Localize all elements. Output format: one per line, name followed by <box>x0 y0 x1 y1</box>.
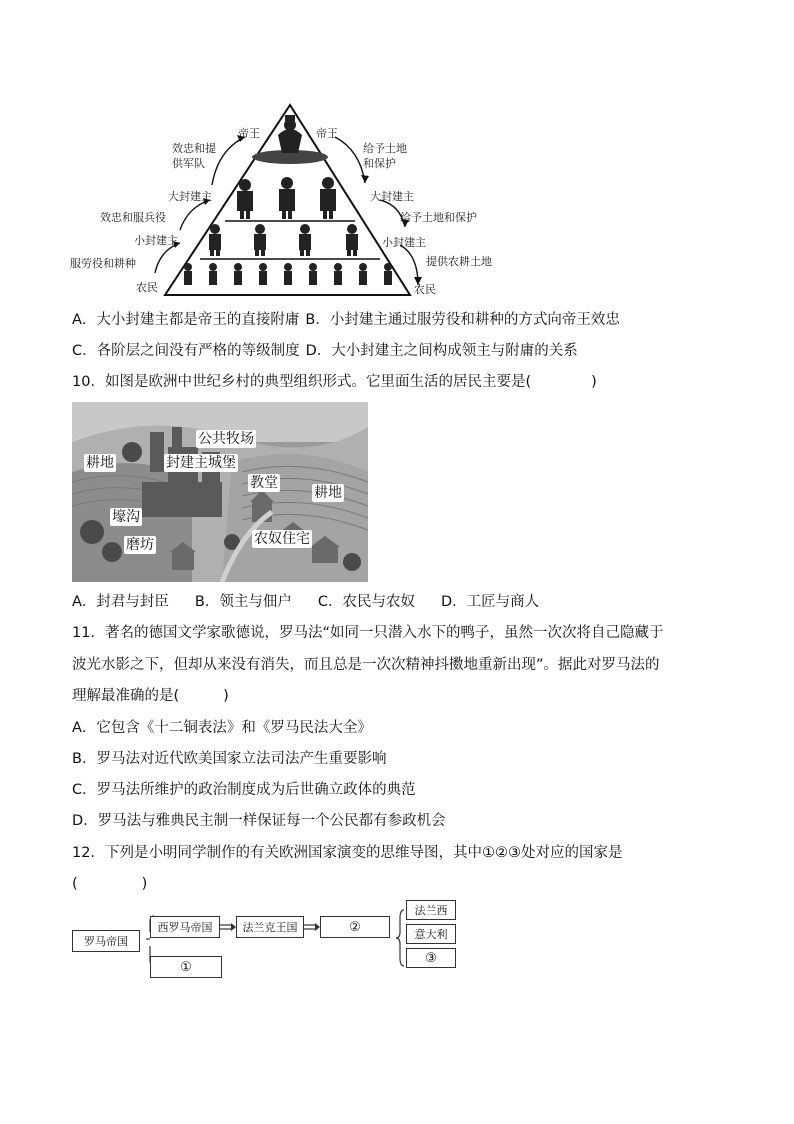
village-label-castle: 封建主城堡 <box>166 455 236 471</box>
mind-map-node-western-roman-empire <box>150 916 220 938</box>
q10-stem-close: ) <box>591 374 597 390</box>
village-label-serf-houses: 农奴住宅 <box>254 531 310 547</box>
mind-map-node-blank-2[interactable] <box>320 916 390 938</box>
mind-map-node-blank-3[interactable] <box>406 948 456 968</box>
q11-stem-line-2: 波光水影之下，但却从来没有消失，而且总是一次次精神抖擞地重新出现”。据此对罗马法的 <box>72 657 660 673</box>
pyramid-label-give-land-1: 给予土地 <box>363 142 407 155</box>
q11-stem-close: ) <box>223 688 229 704</box>
q10-options-row <box>72 592 539 612</box>
pyramid-label-give-land-2: 和保护 <box>363 157 396 170</box>
pyramid-label-peasant-left: 农民 <box>136 281 158 294</box>
mind-map-node-frankish-kingdom <box>236 916 304 938</box>
q10-option-d[interactable]: D．工匠与商人 <box>441 594 540 610</box>
q11-option-a[interactable]: A．它包含《十二铜表法》和《罗马民法大全》 <box>72 720 372 736</box>
q9-option-c[interactable]: C．各阶层之间没有严格的等级制度 <box>72 343 300 359</box>
q11-stem-line-3 <box>72 686 229 706</box>
village-label-mill: 磨坊 <box>126 537 154 553</box>
pyramid-label-loyalty-military-1: 效忠和提 <box>172 142 216 155</box>
q11-stem-line-1: 11．著名的德国文学家歌德说，罗马法“如同一只潜入水下的鸭子，虽然一次次将自己隐藏于 <box>72 625 664 641</box>
q10-stem-text: 10．如图是欧洲中世纪乡村的典型组织形式。它里面生活的居民主要是( <box>72 374 532 390</box>
mind-map-node-italy <box>406 924 456 944</box>
feudal-pyramid-figure <box>60 95 530 305</box>
q10-option-c[interactable]: C．农民与农奴 <box>317 594 415 610</box>
mind-map <box>72 898 472 982</box>
mind-map-node-blank-3-label: ③ <box>425 950 437 966</box>
mind-map-node-blank-1-label: ① <box>180 959 192 975</box>
village-label-church: 教堂 <box>250 475 278 491</box>
q9-options-row-1 <box>72 310 620 330</box>
q12-stem-close: ) <box>141 876 148 892</box>
mind-map-node-western-roman-empire-label: 西罗马帝国 <box>157 921 213 934</box>
q12-stem-line-1: 12．下列是小明同学制作的有关欧洲国家演变的思维导图，其中①②③处对应的国家是 <box>72 845 623 861</box>
q12-stem-open: ( <box>72 876 78 892</box>
pyramid-label-emperor-right: 帝王 <box>316 127 338 140</box>
pyramid-drawing <box>60 95 530 305</box>
q9-options-row-2 <box>72 341 578 361</box>
mind-map-node-france-label: 法兰西 <box>414 904 448 917</box>
pyramid-label-labor-farming: 服劳役和耕种 <box>70 257 136 270</box>
pyramid-label-peasant-right: 农民 <box>414 283 436 296</box>
village-label-farmland-right: 耕地 <box>314 485 342 501</box>
q10-option-b[interactable]: B．领主与佃户 <box>194 594 292 610</box>
q10-option-a[interactable]: A．封君与封臣 <box>72 594 169 610</box>
mind-map-node-italy-label: 意大利 <box>414 928 448 941</box>
mind-map-node-frankish-kingdom-label: 法兰克王国 <box>242 921 298 934</box>
village-illustration <box>72 402 368 582</box>
q9-option-d[interactable]: D．大小封建主之间构成领主与附庸的关系 <box>305 343 578 359</box>
mind-map-node-blank-2-label: ② <box>349 919 361 935</box>
village-label-moat: 壕沟 <box>112 509 140 525</box>
pyramid-label-give-land-protect: 给予土地和保护 <box>400 211 477 224</box>
pyramid-label-emperor-left: 帝王 <box>238 127 260 140</box>
q11-option-b[interactable]: B．罗马法对近代欧美国家立法司法产生重要影响 <box>72 751 387 767</box>
q9-option-b[interactable]: B．小封建主通过服劳役和耕种的方式向帝王效忠 <box>305 312 620 328</box>
mind-map-node-roman-empire-label: 罗马帝国 <box>84 935 128 948</box>
pyramid-label-big-lord-right: 大封建主 <box>370 190 414 203</box>
pyramid-label-loyalty-military-2: 供军队 <box>172 157 205 170</box>
pyramid-label-big-lord-left: 大封建主 <box>168 190 212 203</box>
q11-option-c[interactable]: C．罗马法所维护的政治制度成为后世确立政体的典范 <box>72 782 416 798</box>
q10-stem <box>72 372 597 392</box>
mind-map-node-france <box>406 900 456 920</box>
pyramid-label-provide-farmland: 提供农耕土地 <box>426 255 492 268</box>
pyramid-label-small-lord-right: 小封建主 <box>382 236 426 249</box>
q11-stem-line-3-text: 理解最准确的是( <box>72 688 180 704</box>
q12-stem-line-2 <box>72 874 147 894</box>
pyramid-label-loyalty-military-service: 效忠和服兵役 <box>100 211 166 224</box>
pyramid-label-small-lord-left: 小封建主 <box>134 234 178 247</box>
q11-option-d[interactable]: D．罗马法与雅典民主制一样保证每一个公民都有参政机会 <box>72 813 446 829</box>
q9-option-a[interactable]: A．大小封建主都是帝王的直接附庸 <box>72 312 300 328</box>
village-label-pasture: 公共牧场 <box>198 431 254 447</box>
mind-map-node-blank-1[interactable] <box>150 956 222 978</box>
village-label-farmland-left: 耕地 <box>86 455 114 471</box>
mind-map-node-roman-empire <box>72 930 140 952</box>
